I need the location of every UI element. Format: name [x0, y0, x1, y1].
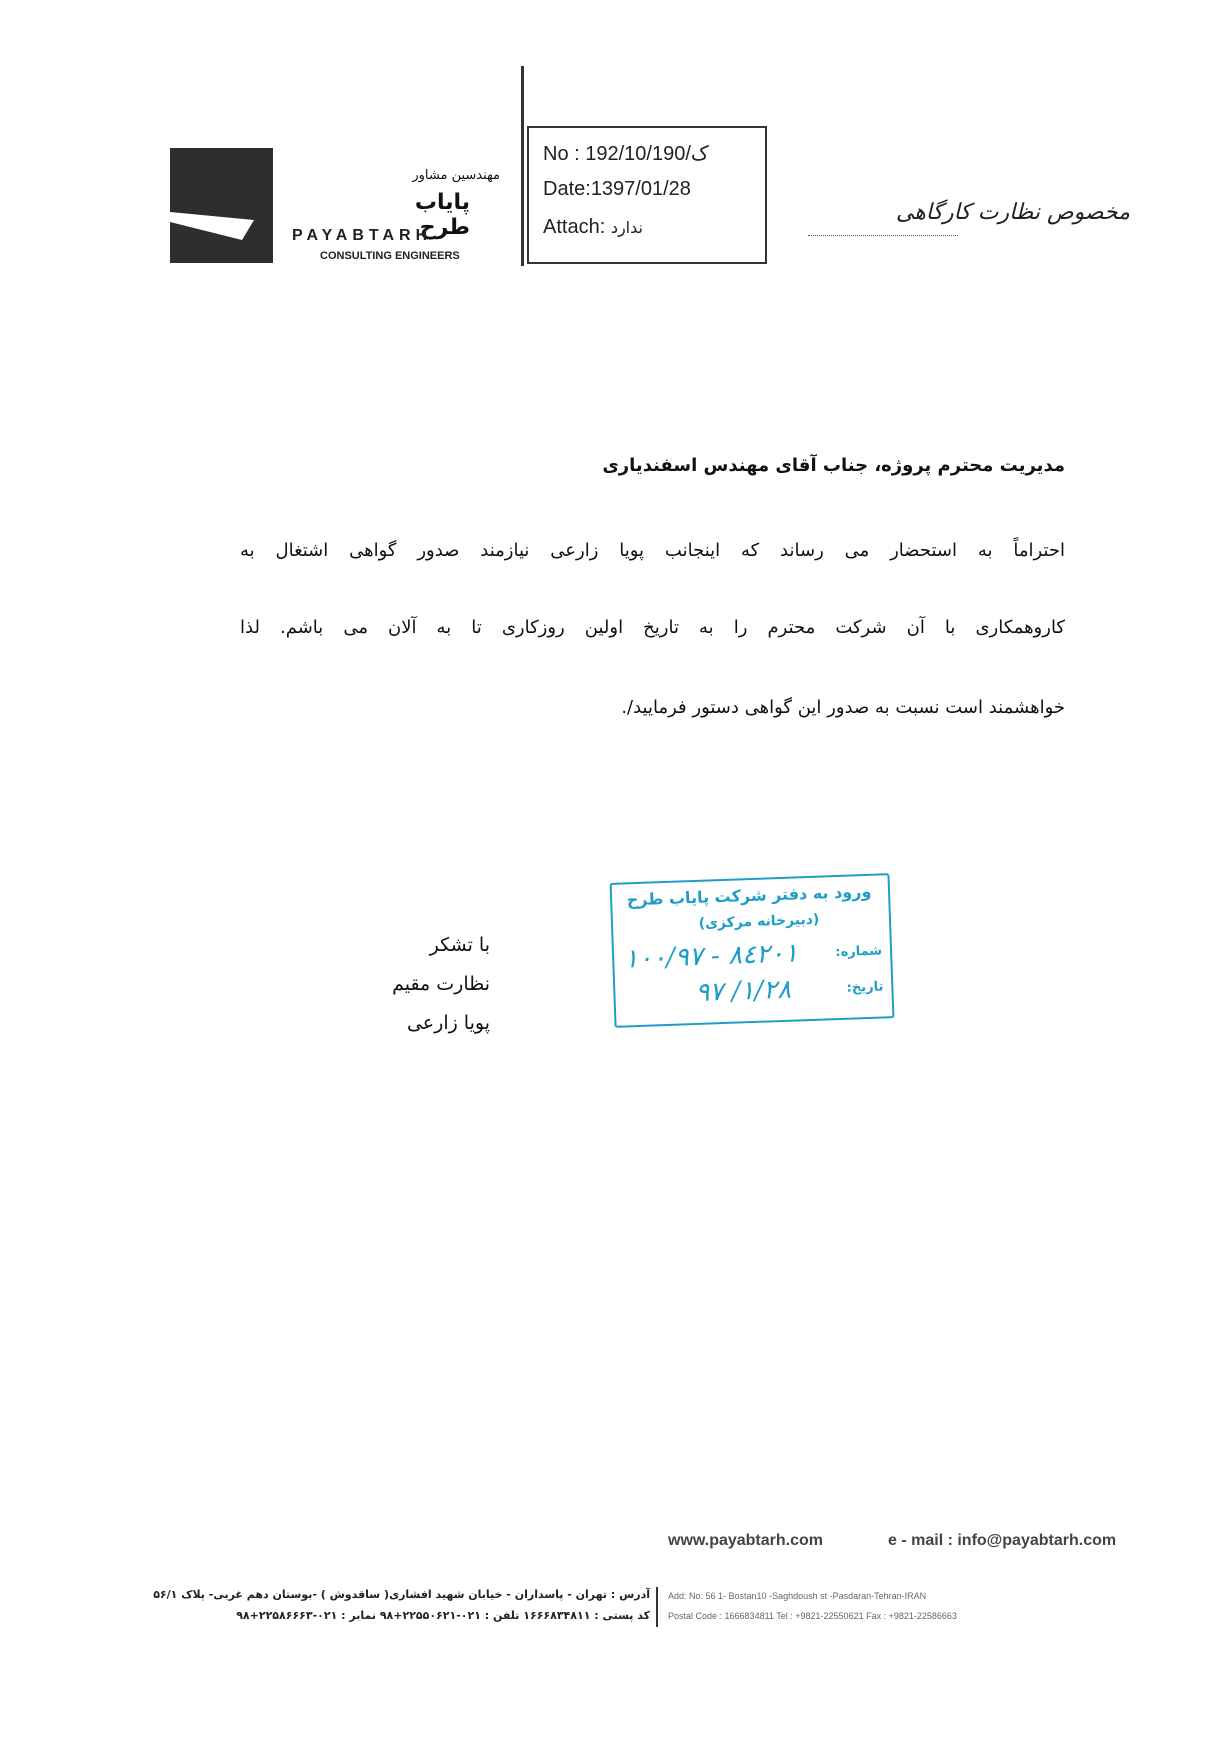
classification-underline: [808, 235, 958, 236]
reference-number-label: No :: [543, 143, 580, 165]
footer-address-en: Add: No. 56 1- Bostan10 -Saghdoush st -Pasdaran-Tehran-IRAN: [668, 1591, 927, 1601]
reference-attachment-label: Attach:: [543, 216, 606, 238]
reference-date: [543, 178, 691, 201]
logo-name-fa: پایاب طرح: [414, 190, 470, 240]
letter-paragraph-line: احتراماً به استحضار می رساند که اینجانب پویا زارعی نیازمند صدور گواهی اشتغال به: [240, 540, 1065, 561]
stamp-date-label: تاریخ:: [846, 979, 884, 996]
footer-contact-en: Postal Code : 1666834811 Tel : +9821-22550621 Fax : +9821-22586663: [668, 1611, 957, 1621]
reference-number-value: 192/10/ک/190: [585, 143, 709, 165]
letter-paragraph-line: خواهشمند است نسبت به صدور این گواهی دستور فرمایید/.: [621, 697, 1065, 718]
stamp-subtitle: (دبیرخانه مرکزی): [698, 911, 820, 932]
letter-paragraph-line: کاروهمکاری با آن شرکت محترم را به تاریخ اولین روزکاری تا به آلان می باشم. لذا: [240, 617, 1065, 638]
reference-number: [543, 141, 709, 166]
signatory-name: پویا زارعی: [406, 1012, 490, 1034]
reference-date-label: Date:: [543, 178, 591, 200]
stamp-number-value: ۱۰۰/۹۷ - ۸٤۲۰۱: [623, 938, 799, 975]
stamp-title: ورود به دفتر شرکت پایاب طرح: [626, 881, 872, 910]
logo-tagline: مهندسین مشاور: [412, 168, 500, 183]
stamp-number-label: شماره:: [835, 943, 883, 961]
header-divider: [521, 66, 524, 266]
letter-addressee: مدیریت محترم پروژه، جناب آقای مهندس اسفندیاری: [602, 455, 1065, 476]
footer-contact-fa: کد پستی : ۱۶۶۶۸۳۴۸۱۱ تلفن : ۰۲۱-۲۲۵۵۰۶۲۱+۹۸ نمابر : ۰۲۱-۲۲۵۸۶۶۶۳+۹۸: [236, 1609, 650, 1622]
signatory-title: نظارت مقیم: [392, 973, 490, 995]
reference-attachment-value: ندارد: [610, 218, 643, 237]
company-logo-mark: [170, 148, 273, 263]
footer-address-fa: آدرس : تهران - پاسداران - خیابان شهید افشاری( ساقدوش ) -بوستان دهم غربی- پلاک ۵۶/۱: [153, 1588, 650, 1601]
reference-date-value: 1397/01/28: [590, 178, 691, 200]
logo-name-en: PAYABTARH: [292, 227, 433, 244]
footer-email: e - mail : info@payabtarh.com: [888, 1532, 1117, 1549]
registry-stamp: [610, 873, 895, 1028]
footer-website: www.payabtarh.com: [668, 1532, 823, 1549]
stamp-date-value: ۹۷ /۱/۲۸: [694, 974, 792, 1008]
reference-attachment: [543, 216, 643, 239]
classification-label: مخصوص نظارت کارگاهی: [895, 200, 1130, 225]
closing-thanks: با تشکر: [429, 934, 490, 956]
logo-subtitle: CONSULTING ENGINEERS: [320, 250, 460, 262]
footer-divider: [656, 1587, 658, 1627]
